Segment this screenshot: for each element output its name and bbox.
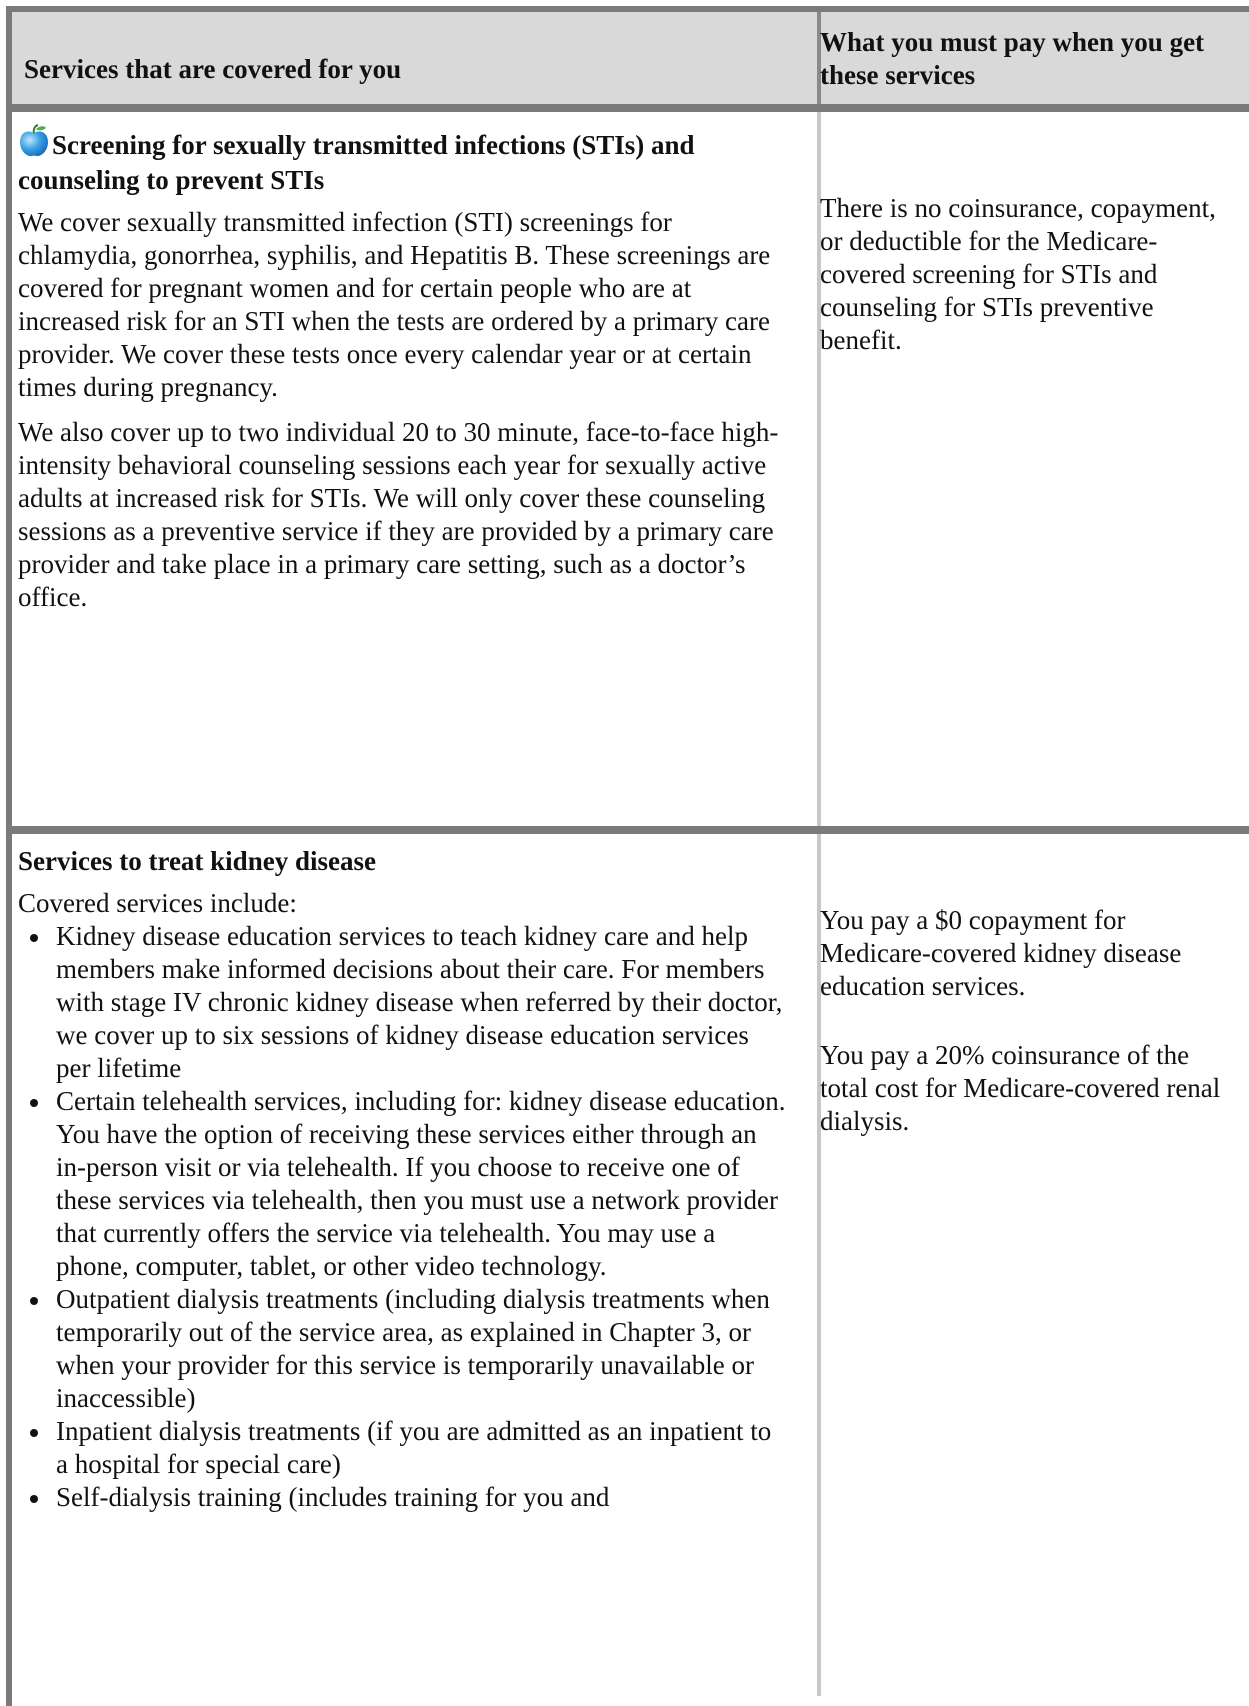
sti-paragraph-1: We cover sexually transmitted infection (STI) screenings for chlamydia, gonorrhea, syphilis, and Hepatitis B. These screenings are covered for pregnant women and for certain people who are at increased risk for an STI when the tests are ordered by a primary care provider. We cover these tests once every calendar year or at certain times during pregnancy. <box>18 207 771 402</box>
kidney-cost-cell <box>820 904 1240 1150</box>
sti-service-cell <box>18 124 788 626</box>
kidney-title: Services to treat kidney disease <box>18 846 376 876</box>
kidney-education-cost: You pay a $0 copayment for Medicare-covered kidney disease education services. <box>820 905 1182 1001</box>
kidney-dialysis-cost: You pay a 20% coinsurance of the total cost for Medicare-covered renal dialysis. <box>820 1040 1221 1136</box>
kidney-intro: Covered services include: <box>18 888 297 918</box>
apple-icon <box>18 124 50 165</box>
list-item: Kidney disease education services to teach kidney care and help members make informed decisions about their care. For members with stage IV chronic kidney disease when referred by their doctor, we cover up to six sessions of kidney disease education services per lifetime <box>18 920 788 1085</box>
list-item: Certain telehealth services, including for: kidney disease education. You have the option of receiving these services either through an in-person visit or via telehealth. If you choose to receive one of these services via telehealth, then you must use a network provider that currently offers the service via telehealth. You may use a phone, computer, tablet, or other video technology. <box>18 1085 788 1283</box>
list-item: Outpatient dialysis treatments (including dialysis treatments when temporarily out of the service area, as explained in Chapter 3, or when your provider for this service is temporarily unavailable or inaccessible) <box>18 1283 788 1415</box>
sti-cost-text: There is no coinsurance, copayment, or deductible for the Medicare-covered screening for STIs and counseling for STIs preventive benefit. <box>820 193 1216 355</box>
sti-title: Screening for sexually transmitted infections (STIs) and counseling to prevent STIs <box>18 124 788 196</box>
kidney-service-cell <box>18 846 788 1514</box>
sti-paragraph-2: We also cover up to two individual 20 to 30 minute, face-to-face high-intensity behavioral counseling sessions each year for sexually active adults at increased risk for STIs. We will only cover these counseling sessions as a preventive service if they are provided by a primary care provider and take place in a primary care setting, such as a doctor’s office. <box>18 417 779 612</box>
header-what-you-pay: What you must pay when you get these services <box>820 27 1205 90</box>
table-header <box>12 12 1249 104</box>
list-item: Self-dialysis training (includes training for you and <box>18 1481 788 1514</box>
list-item: Inpatient dialysis treatments (if you are admitted as an inpatient to a hospital for special care) <box>18 1415 788 1481</box>
sti-cost-cell <box>820 192 1240 369</box>
kidney-services-list <box>18 920 788 1514</box>
row-divider <box>12 826 1249 834</box>
row-divider <box>12 104 1249 112</box>
header-covered-services: Services that are covered for you <box>24 54 402 84</box>
